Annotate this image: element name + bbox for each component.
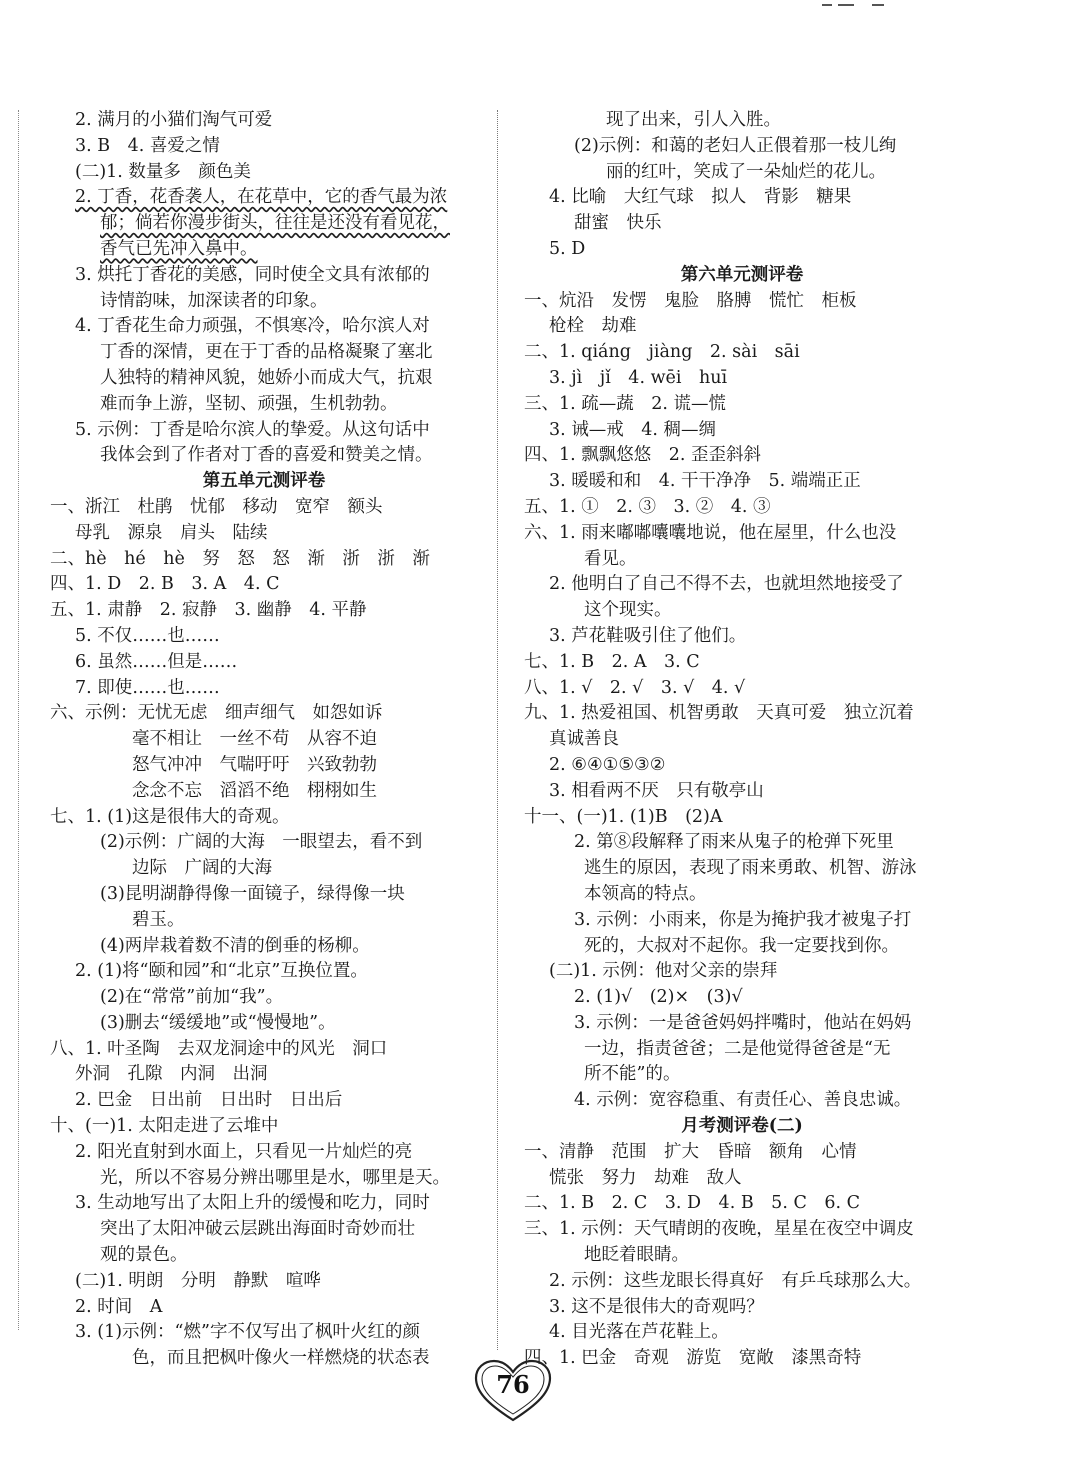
column-divider bbox=[497, 110, 498, 1350]
answer-line: 人独特的精神风貌，她娇小而成大气，抗艰 bbox=[100, 367, 433, 388]
answer-line: 3. 芦花鞋吸引住了他们。 bbox=[549, 625, 747, 646]
answer-line: 5. 不仅……也…… bbox=[75, 625, 220, 646]
answer-line: 七、1. B 2. A 3. C bbox=[524, 651, 700, 672]
answer-line: 死的，大叔对不起你。我一定要找到你。 bbox=[584, 935, 899, 956]
answer-line: 所不能”的。 bbox=[584, 1064, 681, 1085]
answer-line: 3. 这不是很伟大的奇观吗？ bbox=[549, 1296, 764, 1317]
answer-line: 3. 暖暖和和 4. 干干净净 5. 端端正正 bbox=[549, 471, 861, 492]
answer-line: 怒气冲冲 气喘吁吁 兴致勃勃 bbox=[132, 754, 377, 775]
answer-line: 本领高的特点。 bbox=[584, 883, 707, 904]
answer-line: 3. 示例：小雨来，你是为掩护我才被鬼子打 bbox=[574, 909, 912, 930]
answer-line: 2. 丁香，花香袭人，在花草中，它的香气最为浓 bbox=[75, 187, 448, 208]
answer-line: 5. D bbox=[549, 238, 586, 259]
answer-line: 3. 生动地写出了太阳上升的缓慢和吃力，同时 bbox=[75, 1193, 430, 1214]
answer-line: 毫不相让 一丝不苟 从容不迫 bbox=[132, 729, 377, 750]
answer-line: 3. 示例：一是爸爸妈妈拌嘴时，他站在妈妈 bbox=[574, 1012, 912, 1033]
answer-line: 7. 即使……也…… bbox=[75, 677, 220, 698]
answer-line: 地眨着眼睛。 bbox=[584, 1245, 689, 1266]
answer-line: 色，而且把枫叶像火一样燃烧的状态表 bbox=[132, 1348, 430, 1369]
answer-line: 六、示例：无忧无虑 细声细气 如怨如诉 bbox=[50, 703, 383, 724]
answer-line: 丽的红叶，笑成了一朵灿烂的花儿。 bbox=[606, 161, 886, 182]
answer-line: 诗情韵味，加深读者的印象。 bbox=[100, 290, 328, 311]
answer-line: 外洞 孔隙 内洞 出洞 bbox=[75, 1064, 268, 1085]
answer-line: 念念不忘 滔滔不绝 栩栩如生 bbox=[132, 780, 377, 801]
answer-line: 2. 他明白了自己不得不去，也就坦然地接受了 bbox=[549, 574, 904, 595]
page-number: 76 bbox=[496, 1370, 530, 1399]
answer-line: 六、1. 雨来嘟嘟囔囔地说，他在屋里，什么也没 bbox=[524, 522, 897, 543]
answer-line: 光，所以不容易分辨出哪里是水，哪里是天。 bbox=[100, 1167, 450, 1188]
answer-line: 2. 阳光直射到水面上，只看见一片灿烂的亮 bbox=[75, 1141, 413, 1162]
answer-line: 十、(一)1. 太阳走进了云堆中 bbox=[50, 1116, 279, 1137]
answer-line: 2. (1)将“颐和园”和“北京”互换位置。 bbox=[75, 961, 368, 982]
page-number-badge bbox=[468, 1356, 558, 1426]
answer-line: 4. 比喻 大红气球 拟人 背影 糖果 bbox=[549, 187, 852, 208]
answer-line: 突出了太阳冲破云层跳出海面时奇妙而壮 bbox=[100, 1219, 415, 1240]
answer-line: (3)删去“缓缓地”或“慢慢地”。 bbox=[100, 1012, 336, 1033]
answer-line: 三、1. 示例：天气晴朗的夜晚，星星在夜空中调皮 bbox=[524, 1219, 914, 1240]
answer-line: 三、1. 疏—蔬 2. 谎—慌 bbox=[524, 393, 727, 414]
answer-line: 七、1. (1)这是很伟大的奇观。 bbox=[50, 806, 290, 827]
answer-line: 二、1. qiáng jiàng 2. sài sāi bbox=[524, 342, 800, 363]
left-column bbox=[50, 108, 478, 1372]
section-title: 第六单元测评卷 bbox=[680, 264, 804, 285]
answer-line: 现了出来，引人入胜。 bbox=[606, 110, 781, 130]
answer-line: 看见。 bbox=[584, 548, 637, 569]
answer-line: 4. 丁香花生命力顽强，不惧寒冷，哈尔滨人对 bbox=[75, 316, 430, 337]
answer-line: 逃生的原因，表现了雨来勇敢、机智、游泳 bbox=[584, 858, 917, 879]
answer-line: 二、1. B 2. C 3. D 4. B 5. C 6. C bbox=[524, 1193, 860, 1214]
answer-line: (2)示例：广阔的大海 一眼望去，看不到 bbox=[100, 832, 423, 853]
answer-line: 一、炕沿 发愣 鬼脸 胳膊 慌忙 柜板 bbox=[524, 290, 857, 311]
top-edge-marks bbox=[816, 0, 896, 10]
answer-line: 四、1. 巴金 奇观 游览 宽敞 漆黑奇特 bbox=[524, 1348, 862, 1369]
section-title: 月考测评卷(二) bbox=[681, 1116, 803, 1137]
answer-line: 一、清静 范围 扩大 昏暗 额角 心情 bbox=[524, 1141, 857, 1162]
answer-line: 3. 烘托丁香花的美感，同时使全文具有浓郁的 bbox=[75, 264, 430, 285]
answer-line: 五、1. 肃静 2. 寂静 3. 幽静 4. 平静 bbox=[50, 600, 367, 621]
answer-line: 碧玉。 bbox=[132, 909, 185, 930]
answer-line: 四、1. D 2. B 3. A 4. C bbox=[50, 574, 280, 595]
answer-line: 枪栓 劫难 bbox=[549, 316, 637, 337]
answer-line: 3. jì jǐ 4. wēi huī bbox=[549, 367, 728, 388]
right-column bbox=[524, 108, 960, 1372]
answer-line: 我体会到了作者对丁香的喜爱和赞美之情。 bbox=[100, 445, 433, 466]
answer-line: 母乳 源泉 肩头 陆续 bbox=[75, 522, 268, 543]
answer-line: 2. 时间 A bbox=[75, 1296, 163, 1317]
answer-line: (二)1. 数量多 颜色美 bbox=[75, 161, 251, 182]
answer-line: 九、1. 热爱祖国、机智勇敢 天真可爱 独立沉着 bbox=[524, 703, 914, 724]
answer-line: (二)1. 明朗 分明 静默 喧哗 bbox=[75, 1270, 321, 1291]
answer-line: 3. 相看两不厌 只有敬亭山 bbox=[549, 780, 764, 801]
answer-line: (二)1. 示例：他对父亲的崇拜 bbox=[549, 961, 778, 982]
answer-line: 难而争上游，坚韧、顽强，生机勃勃。 bbox=[100, 393, 398, 414]
answer-line: 丁香的深情，更在于丁香的品格凝聚了塞北 bbox=[100, 342, 433, 363]
answer-line: (2)在“常常”前加“我”。 bbox=[100, 987, 284, 1008]
answer-line: 3. 诫—戒 4. 稠—绸 bbox=[549, 419, 717, 440]
answer-line: 5. 示例：丁香是哈尔滨人的挚爱。从这句话中 bbox=[75, 419, 430, 440]
answer-line: 一边，指责爸爸；二是他觉得爸爸是“无 bbox=[584, 1038, 891, 1059]
answer-line: 香气已先冲入鼻中。 bbox=[100, 238, 258, 259]
section-title: 第五单元测评卷 bbox=[202, 471, 326, 492]
answer-line: 3. B 4. 喜爱之情 bbox=[75, 135, 220, 156]
answer-line: 二、hè hé hè 努 怒 怒 渐 浙 浙 渐 bbox=[50, 548, 430, 569]
answer-line: 2. (1)√ (2)× (3)√ bbox=[574, 987, 743, 1008]
answer-line: 郁；倘若你漫步街头，往往是还没有看见花， bbox=[100, 213, 450, 234]
answer-line: 真诚善良 bbox=[549, 729, 619, 750]
answer-line: 四、1. 飘飘悠悠 2. 歪歪斜斜 bbox=[524, 445, 762, 466]
answer-line: (2)示例：和蔼的老妇人正偎着那一枝儿绚 bbox=[574, 135, 897, 156]
answer-line: 3. (1)示例：“燃”字不仅写出了枫叶火红的颜 bbox=[75, 1322, 420, 1343]
answer-line: 慌张 努力 劫难 敌人 bbox=[549, 1167, 742, 1188]
answer-line: 2. 第⑧段解释了雨来从鬼子的枪弹下死里 bbox=[574, 832, 894, 853]
answer-line: 2. ⑥④①⑤③② bbox=[549, 754, 666, 775]
answer-line: (4)两岸栽着数不清的倒垂的杨柳。 bbox=[100, 935, 370, 956]
answer-line: 4. 目光落在芦花鞋上。 bbox=[549, 1322, 729, 1343]
answer-line: 2. 巴金 日出前 日出时 日出后 bbox=[75, 1090, 343, 1111]
answer-line: 八、1. 叶圣陶 去双龙洞途中的风光 洞口 bbox=[50, 1038, 388, 1059]
answer-line: 十一、(一)1. (1)B (2)A bbox=[524, 806, 723, 827]
left-margin-rule bbox=[18, 110, 19, 1330]
answer-line: 八、1. √ 2. √ 3. √ 4. √ bbox=[524, 677, 746, 698]
answer-line: 五、1. ① 2. ③ 3. ② 4. ③ bbox=[524, 496, 771, 517]
answer-line: 这个现实。 bbox=[584, 600, 672, 621]
answer-line: 一、浙江 杜鹃 忧郁 移动 宽窄 额头 bbox=[50, 496, 383, 517]
answer-line: 甜蜜 快乐 bbox=[574, 213, 662, 234]
answer-line: (3)昆明湖静得像一面镜子，绿得像一块 bbox=[100, 883, 405, 904]
answer-line: 观的景色。 bbox=[100, 1245, 188, 1266]
answer-line: 边际 广阔的大海 bbox=[132, 858, 272, 879]
answer-line: 2. 满月的小猫们淘气可爱 bbox=[75, 110, 273, 130]
answer-line: 6. 虽然……但是…… bbox=[75, 651, 238, 672]
answer-line: 2. 示例：这些龙眼长得真好 有乒乓球那么大。 bbox=[549, 1270, 922, 1291]
answer-line: 4. 示例：宽容稳重、有责任心、善良忠诚。 bbox=[574, 1090, 912, 1111]
